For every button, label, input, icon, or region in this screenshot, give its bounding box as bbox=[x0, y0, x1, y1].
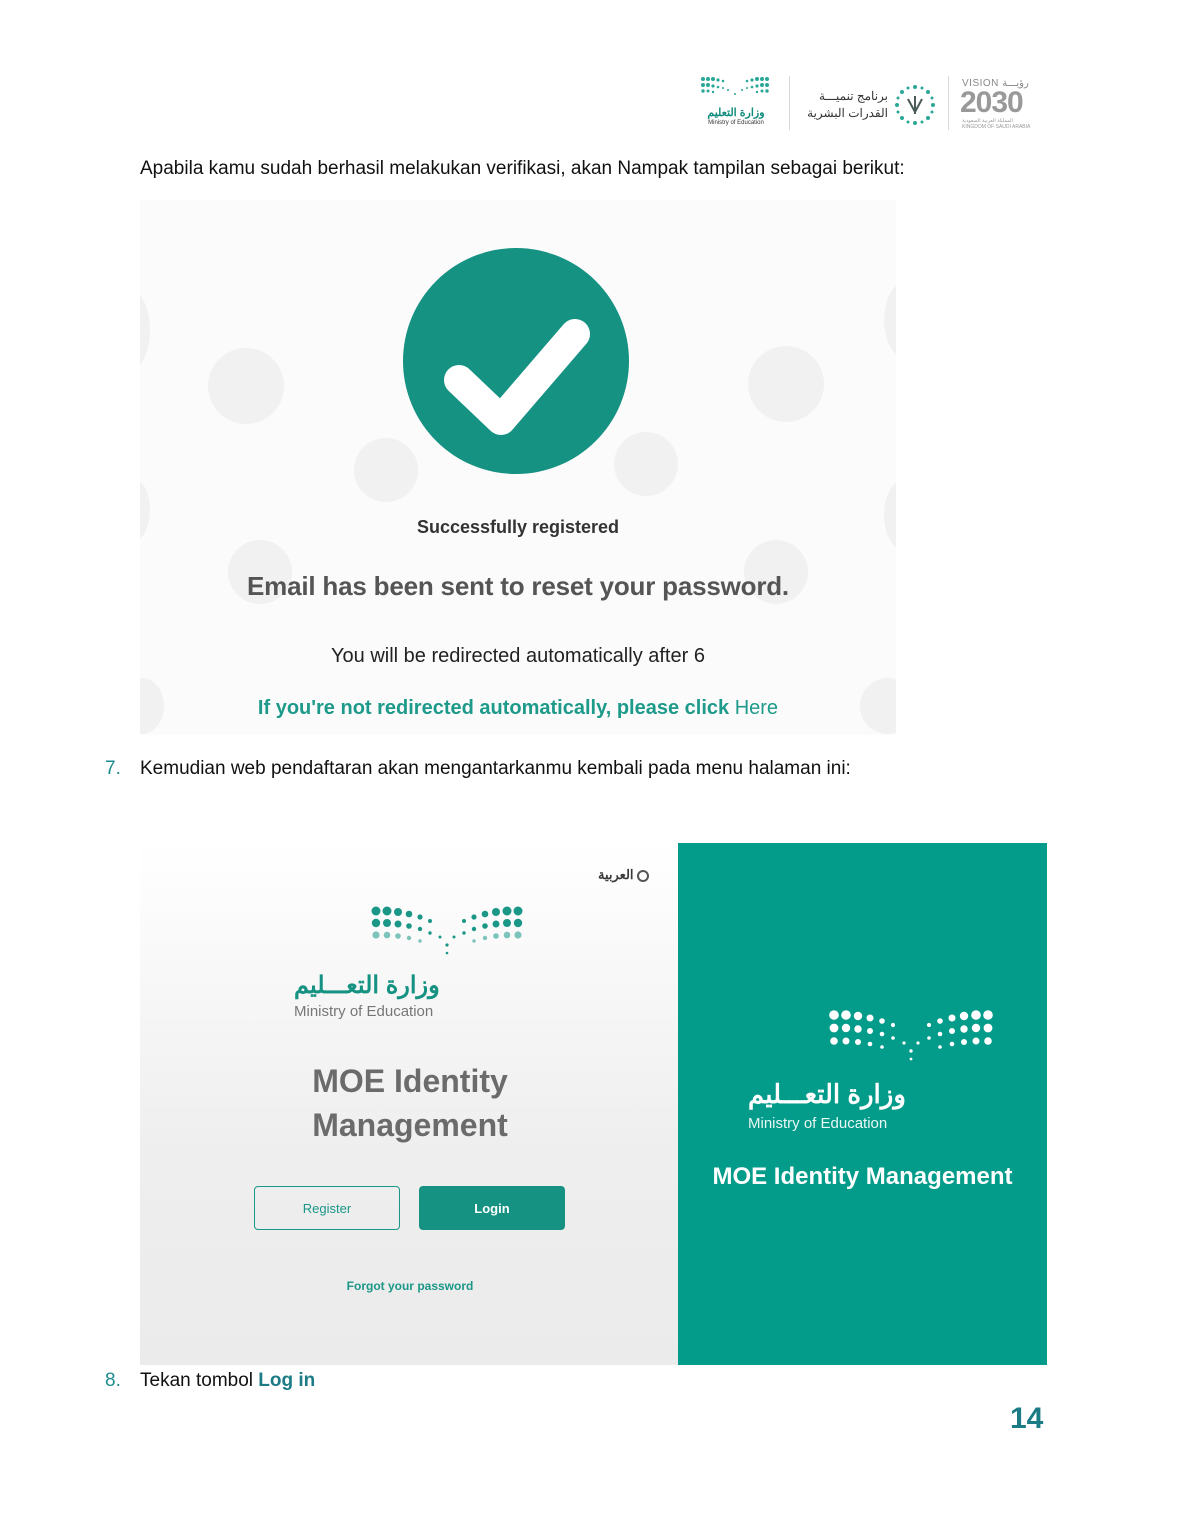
vision-subtitle bbox=[962, 118, 1030, 130]
bg-circle bbox=[884, 280, 896, 360]
bg-circle bbox=[140, 290, 150, 370]
vision-sub-en: KINGDOM OF SAUDI ARABIA bbox=[962, 124, 1031, 130]
step7-text: Kemudian web pendaftaran akan mengantarkanmu kembali pada menu halaman ini: bbox=[140, 758, 851, 779]
login-screenshot bbox=[140, 843, 1047, 1365]
email-sent-message: Email has been sent to reset your password. bbox=[247, 571, 789, 601]
moe-header-english: Ministry of Education bbox=[708, 120, 764, 126]
here-link[interactable]: Here bbox=[734, 697, 779, 719]
checkmark-icon bbox=[403, 248, 629, 474]
moe-arabic-name: وزارة التعـــليم bbox=[294, 972, 440, 999]
moe-english-name: Ministry of Education bbox=[294, 1003, 434, 1020]
vision-number: 2030 bbox=[960, 86, 1023, 119]
language-label: العربية bbox=[598, 867, 634, 882]
moe-logo-dots-icon bbox=[370, 905, 524, 957]
header-divider-2 bbox=[948, 76, 949, 130]
success-check-circle bbox=[403, 248, 629, 474]
language-switch[interactable] bbox=[598, 867, 649, 883]
register-button[interactable]: Register bbox=[254, 1186, 400, 1230]
right-moe-english: Ministry of Education bbox=[748, 1115, 888, 1132]
right-app-title: MOE Identity Management bbox=[712, 1163, 1013, 1190]
success-screenshot bbox=[140, 200, 896, 735]
hcdp-logo bbox=[800, 84, 940, 128]
login-right-panel bbox=[678, 843, 1047, 1365]
bg-circle bbox=[748, 346, 824, 422]
step8-number: 8. bbox=[105, 1370, 121, 1391]
app-title bbox=[280, 1059, 540, 1147]
moe-header-logo bbox=[700, 76, 772, 130]
moe-dots-icon bbox=[700, 76, 770, 102]
redirect-message: You will be redirected automatically after 6 bbox=[331, 645, 705, 667]
success-title: Successfully registered bbox=[416, 517, 620, 537]
header-divider bbox=[789, 76, 790, 130]
vision-sub-ar: المملكة العربية السعودية bbox=[962, 118, 1013, 124]
redirect-link-line bbox=[140, 697, 896, 720]
app-title-line1: MOE Identity bbox=[312, 1063, 508, 1099]
bg-circle bbox=[208, 348, 284, 424]
bg-circle bbox=[884, 480, 896, 550]
hcdp-emblem-icon bbox=[894, 84, 936, 126]
hcdp-line2: القدرات البشرية bbox=[807, 106, 888, 120]
redirect-link-prefix: If you're not redirected automatically, please click bbox=[257, 697, 735, 719]
login-button[interactable]: Login bbox=[419, 1186, 565, 1230]
right-moe-arabic: وزارة التعـــليم bbox=[748, 1079, 906, 1109]
forgot-password-link[interactable]: Forgot your password bbox=[346, 1279, 474, 1293]
step7-number: 7. bbox=[105, 758, 121, 779]
intro-paragraph: Apabila kamu sudah berhasil melakukan verifikasi, akan Nampak tampilan sebagai berikut: bbox=[140, 158, 905, 179]
step8-login-highlight: Log in bbox=[258, 1370, 316, 1391]
moe-header-arabic: وزارة التعليم bbox=[707, 107, 765, 119]
step8-text-prefix: Tekan tombol bbox=[140, 1370, 259, 1391]
hcdp-text bbox=[800, 88, 888, 122]
app-title-line2: Management bbox=[312, 1107, 508, 1143]
vision-2030-logo bbox=[960, 76, 1042, 132]
page-number: 14 bbox=[1010, 1402, 1044, 1435]
vision-word: VISION رؤيـــة bbox=[962, 78, 1029, 89]
step8-text bbox=[140, 1370, 315, 1392]
moe-logo-dots-white-icon bbox=[828, 1009, 994, 1063]
globe-icon bbox=[637, 870, 649, 882]
hcdp-line1: برنامج تنميـــة bbox=[819, 89, 888, 103]
login-left-panel bbox=[140, 843, 678, 1365]
